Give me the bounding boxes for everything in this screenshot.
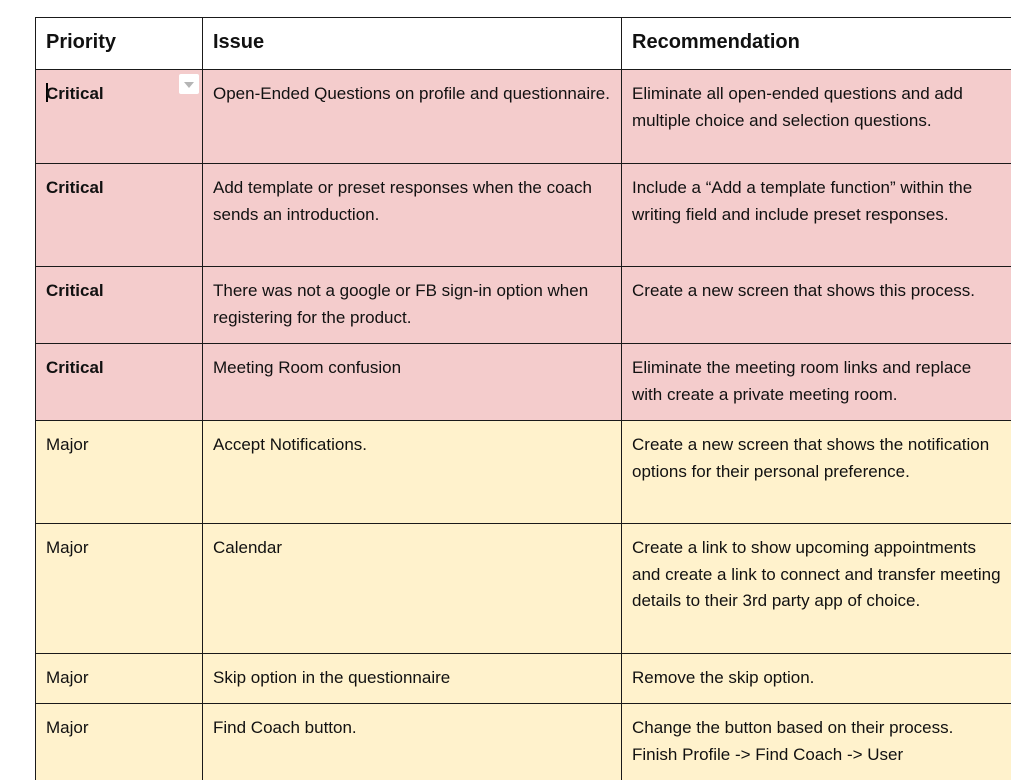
table-row [36, 421, 1012, 524]
priority-cell[interactable]: Major [36, 704, 203, 780]
issue-cell[interactable]: Accept Notifications. [203, 421, 622, 524]
issue-cell[interactable]: Skip option in the questionnaire [203, 654, 622, 704]
priority-cell[interactable]: Major [36, 654, 203, 704]
recommendation-cell[interactable]: Eliminate the meeting room links and replace with create a private meeting room. [622, 344, 1012, 421]
recommendation-cell[interactable]: Create a new screen that shows this process. [622, 267, 1012, 344]
priority-value: Critical [46, 84, 104, 103]
issue-cell[interactable]: Meeting Room confusion [203, 344, 622, 421]
priority-cell[interactable]: Major [36, 524, 203, 654]
header-recommendation[interactable]: Recommendation [622, 18, 1012, 70]
recommendation-cell[interactable] [622, 704, 1012, 780]
priority-cell[interactable]: Critical [36, 267, 203, 344]
issue-cell[interactable]: Add template or preset responses when the coach sends an introduction. [203, 164, 622, 267]
header-priority[interactable]: Priority [36, 18, 203, 70]
table-row [36, 524, 1012, 654]
recommendation-line: Change the button based on their process. [632, 718, 954, 737]
issue-cell[interactable]: There was not a google or FB sign-in option when registering for the product. [203, 267, 622, 344]
priority-cell[interactable] [36, 70, 203, 164]
recommendation-cell[interactable]: Include a “Add a template function” within the writing field and include preset responses. [622, 164, 1012, 267]
issues-table-container [35, 17, 1011, 780]
table-header-row [36, 18, 1012, 70]
priority-cell[interactable]: Critical [36, 344, 203, 421]
table-row [36, 704, 1012, 780]
recommendation-line: Finish Profile -> Find Coach -> User [632, 744, 904, 764]
issue-cell[interactable]: Calendar [203, 524, 622, 654]
header-issue[interactable]: Issue [203, 18, 622, 70]
recommendation-cell[interactable]: Create a link to show upcoming appointments and create a link to connect and transfer meeting details to their 3rd party app of choice. [622, 524, 1012, 654]
priority-cell[interactable]: Major [36, 421, 203, 524]
chevron-down-icon[interactable] [179, 74, 199, 94]
issue-cell[interactable]: Find Coach button. [203, 704, 622, 780]
table-row [36, 344, 1012, 421]
table-row [36, 654, 1012, 704]
recommendation-cell[interactable]: Eliminate all open-ended questions and add multiple choice and selection questions. [622, 70, 1012, 164]
table-row [36, 70, 1012, 164]
priority-cell[interactable]: Critical [36, 164, 203, 267]
issue-cell[interactable]: Open-Ended Questions on profile and questionnaire. [203, 70, 622, 164]
table-row [36, 267, 1012, 344]
table-row [36, 164, 1012, 267]
issues-table [35, 17, 1011, 780]
recommendation-cell[interactable]: Remove the skip option. [622, 654, 1012, 704]
recommendation-cell[interactable]: Create a new screen that shows the notification options for their personal preference. [622, 421, 1012, 524]
